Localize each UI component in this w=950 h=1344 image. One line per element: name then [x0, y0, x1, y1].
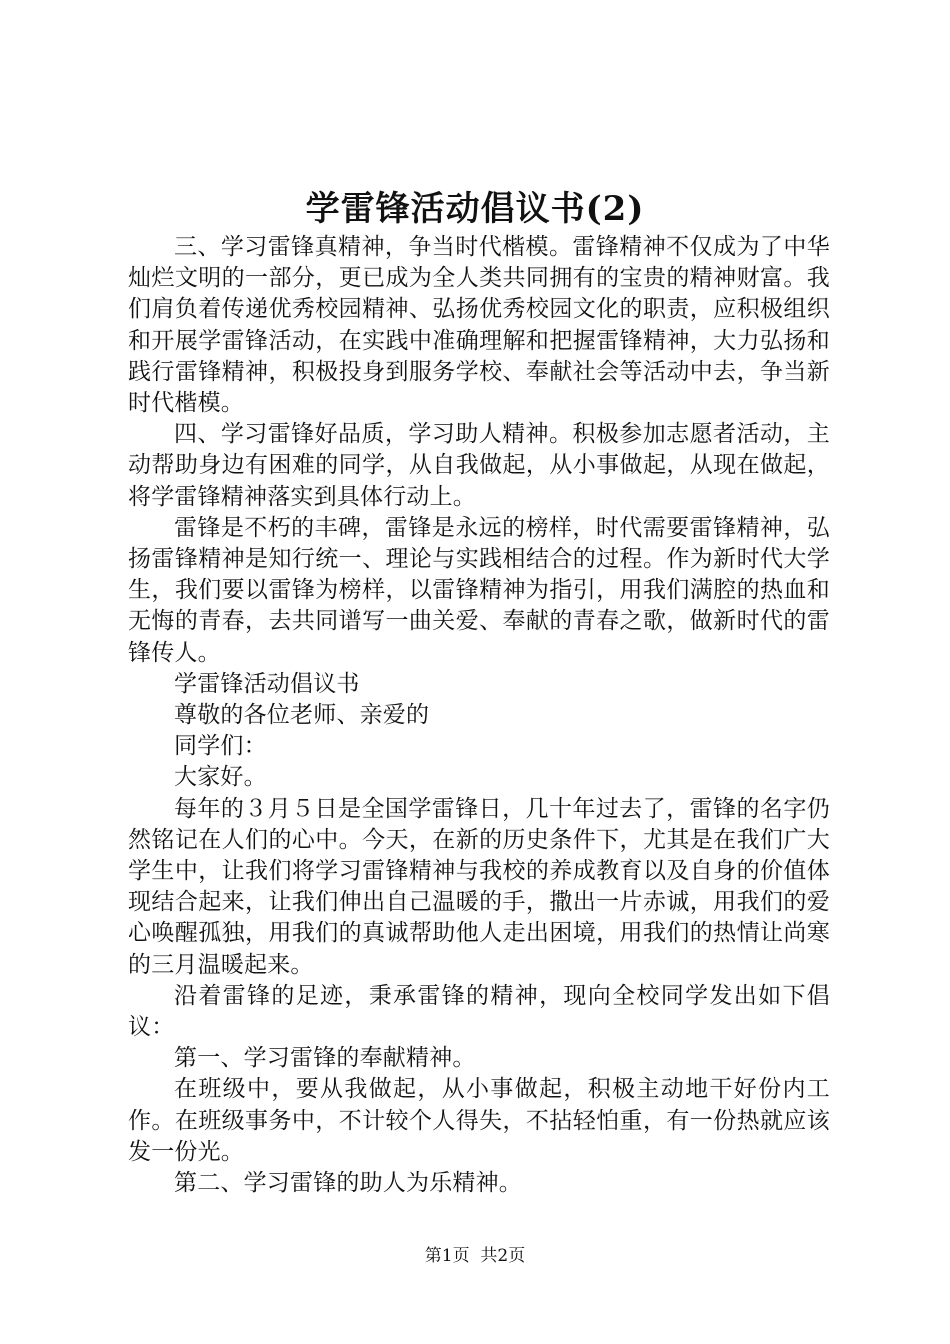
paragraph: 四、学习雷锋好品质，学习助人精神。积极参加志愿者活动，主动帮助身边有困难的同学，从自我做起，从小事做起，从现在做起，将学雷锋精神落实到具体行动上。 [128, 421, 830, 510]
paragraph: 每年的３月５日是全国学雷锋日，几十年过去了，雷锋的名字仍然铭记在人们的心中。今天，在新的历史条件下，尤其是在我们广大学生中，让我们将学习雷锋精神与我校的养成教育以及自身的价值体现结合起来，让我们伸出自己温暖的手，撒出一片赤诚，用我们的爱心唤醒孤独，用我们的真诚帮助他人走出困境，用我们的热情让尚寒的三月温暖起来。 [128, 795, 830, 978]
greeting: 大家好。 [174, 764, 267, 791]
paragraph: 在班级中，要从我做起，从小事做起，积极主动地干好份内工作。在班级事务中，不计较个人得失，不拈轻怕重，有一份热就应该发一份光。 [128, 1076, 830, 1165]
paragraph: 三、学习雷锋真精神，争当时代楷模。雷锋精神不仅成为了中华灿烂文明的一部分，更已成为全人类共同拥有的宝贵的精神财富。我们肩负着传递优秀校园精神、弘扬优秀校园文化的职责，应积极组织和开展学雷锋活动，在实践中准确理解和把握雷锋精神，大力弘扬和践行雷锋精神，积极投身到服务学校、奉献社会等活动中去，争当新时代楷模。 [128, 234, 830, 417]
paragraph: 雷锋是不朽的丰碑，雷锋是永远的榜样，时代需要雷锋精神，弘扬雷锋精神是知行统一、理论与实践相结合的过程。作为新时代大学生，我们要以雷锋为榜样，以雷锋精神为指引，用我们满腔的热血和无悔的青春，去共同谱写一曲关爱、奉献的青春之歌，做新时代的雷锋传人。 [128, 514, 830, 666]
page-total: 共2页 [480, 1246, 526, 1266]
section-heading: 第二、学习雷锋的助人为乐精神。 [174, 1170, 522, 1197]
page-footer [0, 1244, 950, 1268]
page-number: 第1页 [424, 1246, 470, 1266]
subheading: 学雷锋活动倡议书 [174, 670, 360, 697]
section-heading: 第一、学习雷锋的奉献精神。 [174, 1045, 476, 1072]
document-title: 学雷锋活动倡议书(2) [305, 189, 645, 229]
document-body [128, 232, 830, 1199]
salutation-line: 尊敬的各位老师、亲爱的 [174, 702, 430, 729]
paragraph: 沿着雷锋的足迹，秉承雷锋的精神，现向全校同学发出如下倡议： [128, 982, 830, 1041]
salutation-line: 同学们： [174, 733, 267, 760]
